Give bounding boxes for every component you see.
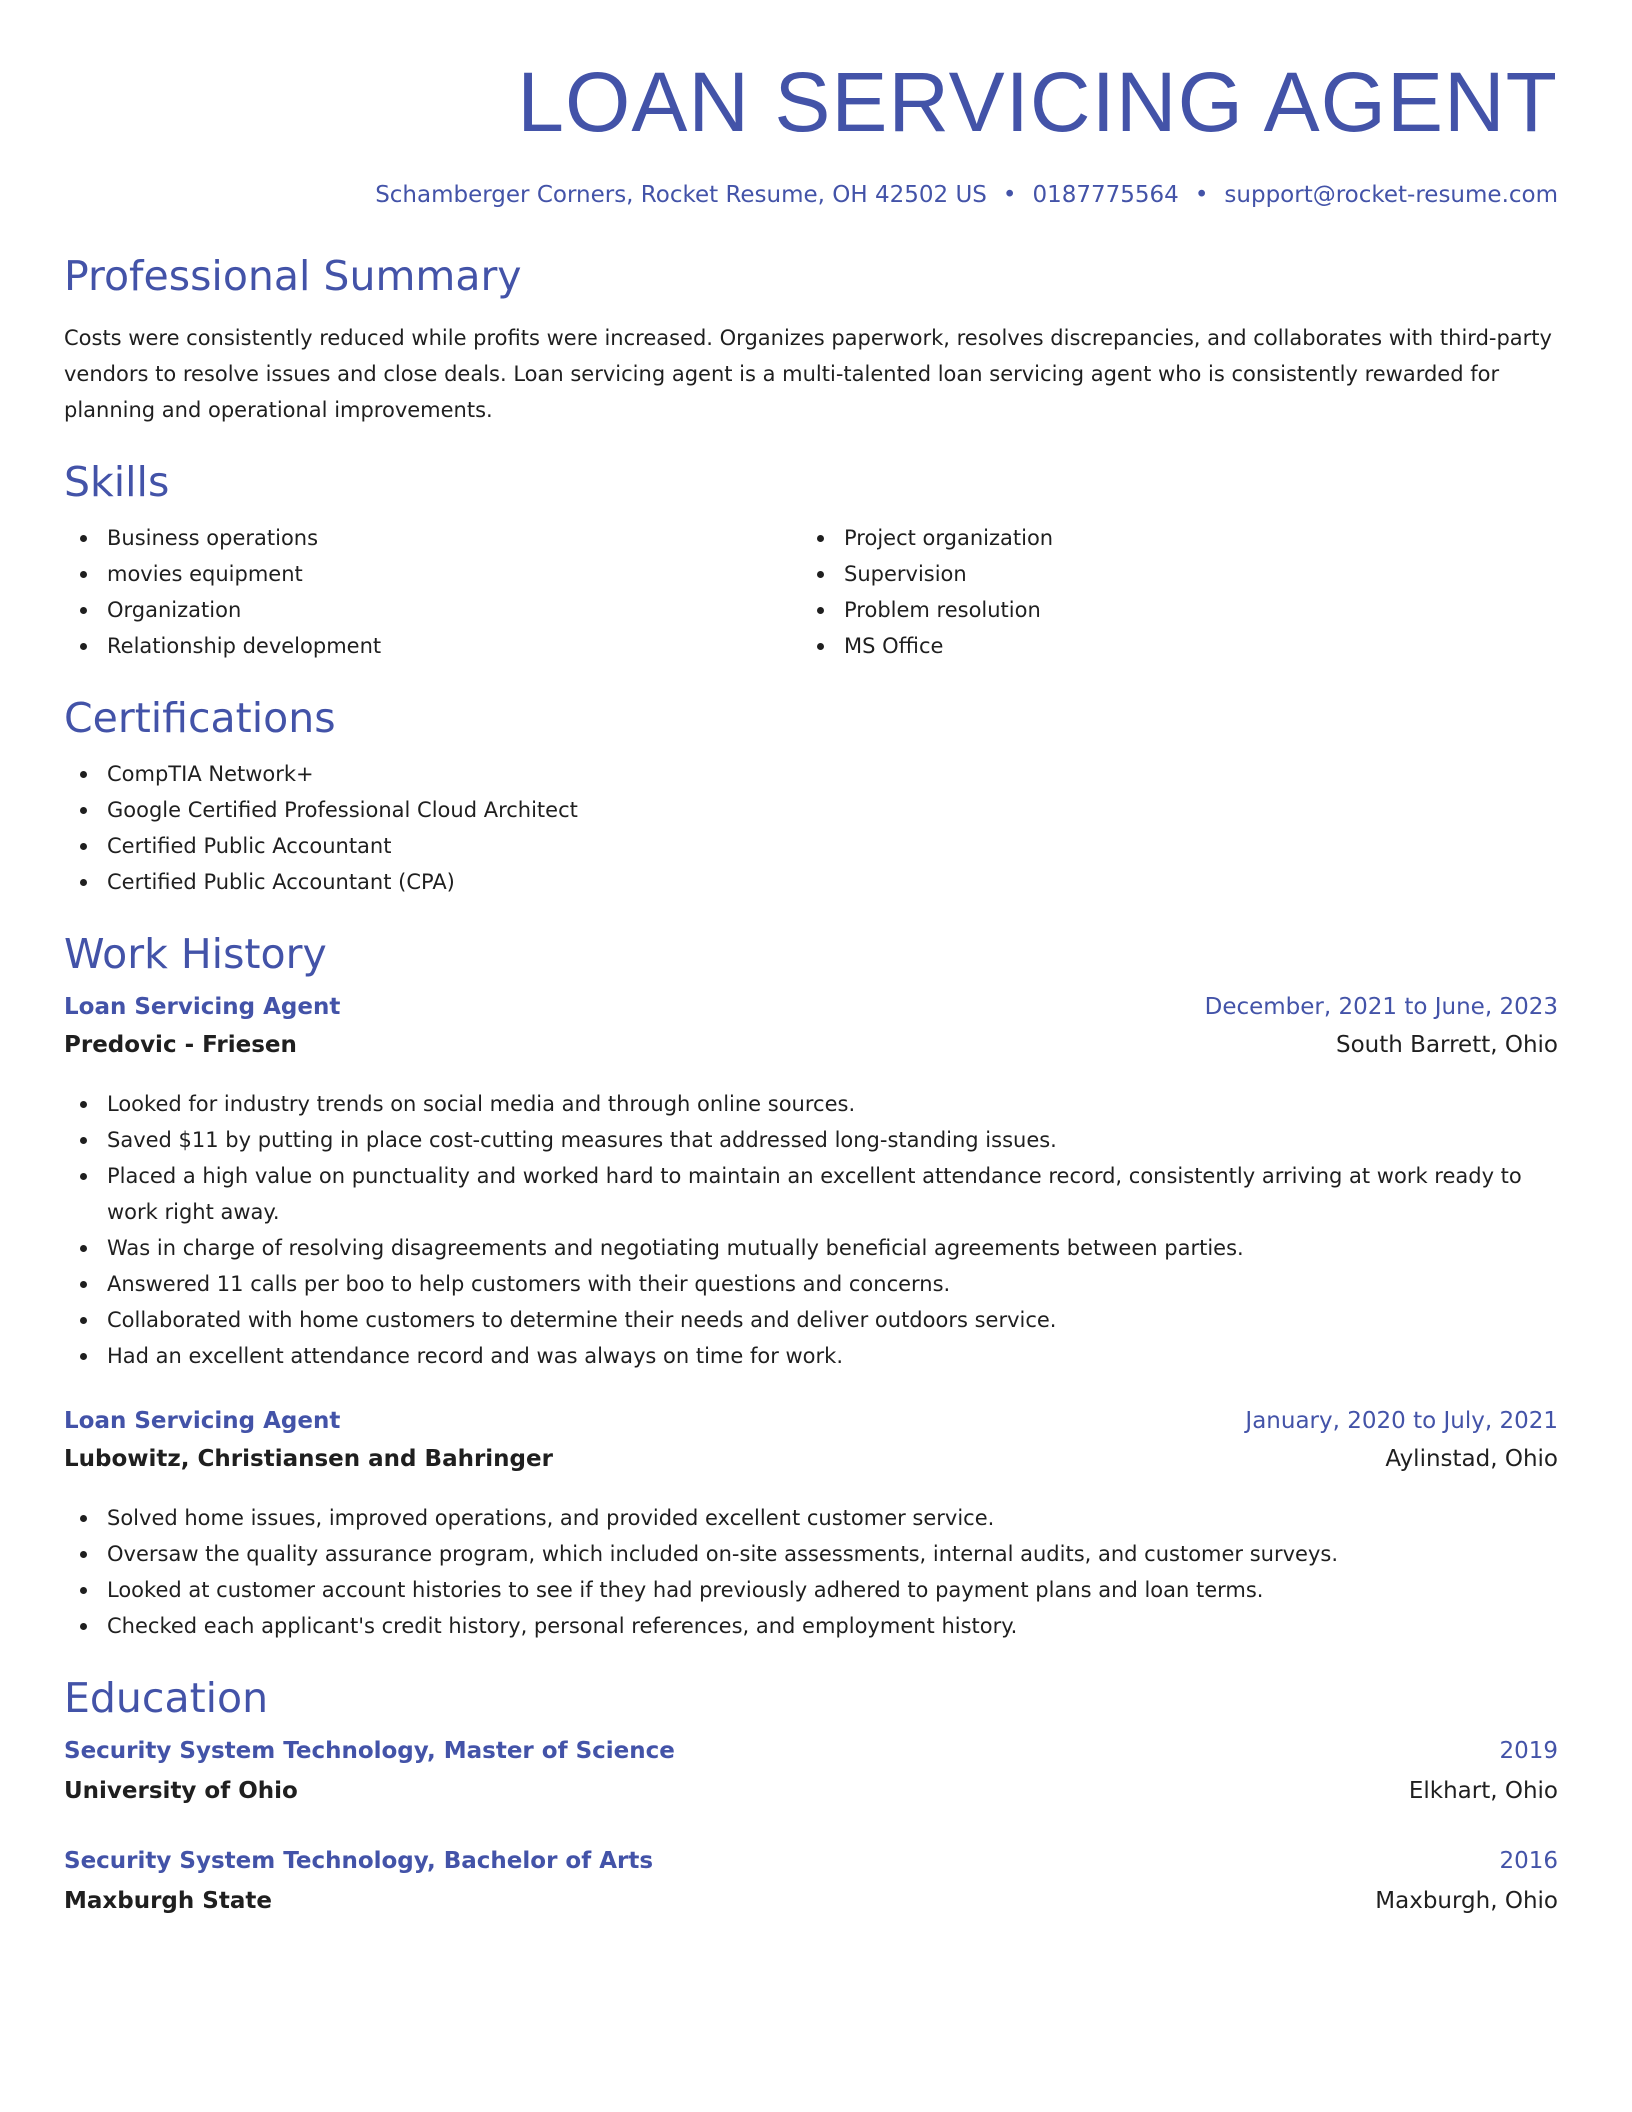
education-school: University of Ohio bbox=[64, 1778, 298, 1804]
job-dates: December, 2021 to June, 2023 bbox=[1204, 994, 1558, 1020]
contact-line bbox=[64, 182, 1558, 208]
skill-item: MS Office bbox=[801, 628, 1538, 664]
job-bullet: Oversaw the quality assurance program, which included on-site assessments, internal audits, and customer surveys. bbox=[64, 1536, 1558, 1572]
education-entry bbox=[64, 1848, 1558, 1928]
skills-column-left bbox=[64, 520, 801, 664]
contact-separator: • bbox=[1002, 182, 1017, 208]
section-title-certifications: Certifications bbox=[64, 694, 336, 742]
skill-item: Problem resolution bbox=[801, 592, 1538, 628]
resume-page bbox=[64, 0, 1558, 1928]
contact-separator: • bbox=[1194, 182, 1209, 208]
certification-item: Google Certified Professional Cloud Architect bbox=[64, 792, 1558, 828]
job-bullet: Placed a high value on punctuality and worked hard to maintain an excellent attendance record, consistently arriving at work ready to work right away. bbox=[64, 1158, 1558, 1230]
education-entry bbox=[64, 1738, 1558, 1818]
job-bullet: Was in charge of resolving disagreements and negotiating mutually beneficial agreements between parties. bbox=[64, 1230, 1558, 1266]
skill-item: Project organization bbox=[801, 520, 1538, 556]
section-title-skills: Skills bbox=[64, 458, 170, 506]
job-bullets bbox=[64, 1500, 1558, 1644]
job-company: Lubowitz, Christiansen and Bahringer bbox=[64, 1446, 553, 1472]
education-degree: Security System Technology, Bachelor of Arts bbox=[64, 1848, 654, 1874]
job-title: Loan Servicing Agent bbox=[64, 1408, 341, 1434]
certifications-list bbox=[64, 756, 1558, 900]
certification-item: CompTIA Network+ bbox=[64, 756, 1558, 792]
contact-address: Schamberger Corners, Rocket Resume, OH 42502 US bbox=[375, 182, 987, 208]
job-bullet: Checked each applicant's credit history, personal references, and employment history. bbox=[64, 1608, 1558, 1644]
skills-list bbox=[64, 520, 1558, 664]
job-bullet: Saved $11 by putting in place cost-cutting measures that addressed long-standing issues. bbox=[64, 1122, 1558, 1158]
certification-item: Certified Public Accountant (CPA) bbox=[64, 864, 1558, 900]
job-title: Loan Servicing Agent bbox=[64, 994, 341, 1020]
section-title-summary: Professional Summary bbox=[64, 252, 522, 300]
skill-item: Organization bbox=[64, 592, 801, 628]
job-entry bbox=[64, 1408, 1558, 1644]
job-location: South Barrett, Ohio bbox=[1336, 1032, 1558, 1058]
education-location: Maxburgh, Ohio bbox=[1375, 1888, 1558, 1914]
job-bullet: Solved home issues, improved operations, and provided excellent customer service. bbox=[64, 1500, 1558, 1536]
section-title-education: Education bbox=[64, 1674, 269, 1722]
job-entry bbox=[64, 994, 1558, 1374]
skills-column-right bbox=[801, 520, 1538, 664]
education-degree: Security System Technology, Master of Science bbox=[64, 1738, 675, 1764]
job-bullet: Looked for industry trends on social media and through online sources. bbox=[64, 1086, 1558, 1122]
job-bullet: Answered 11 calls per boo to help customers with their questions and concerns. bbox=[64, 1266, 1558, 1302]
skill-item: Supervision bbox=[801, 556, 1538, 592]
job-location: Aylinstad, Ohio bbox=[1385, 1446, 1558, 1472]
contact-email[interactable]: support@rocket-resume.com bbox=[1224, 182, 1558, 208]
job-bullets bbox=[64, 1086, 1558, 1374]
job-bullet: Collaborated with home customers to determine their needs and deliver outdoors service. bbox=[64, 1302, 1558, 1338]
job-bullet: Had an excellent attendance record and was always on time for work. bbox=[64, 1338, 1558, 1374]
section-title-work-history: Work History bbox=[64, 930, 327, 978]
education-school: Maxburgh State bbox=[64, 1888, 272, 1914]
certification-item: Certified Public Accountant bbox=[64, 828, 1558, 864]
skill-item: Relationship development bbox=[64, 628, 801, 664]
skill-item: movies equipment bbox=[64, 556, 801, 592]
job-company: Predovic - Friesen bbox=[64, 1032, 297, 1058]
education-year: 2019 bbox=[1499, 1738, 1558, 1764]
skill-item: Business operations bbox=[64, 520, 801, 556]
job-bullet: Looked at customer account histories to see if they had previously adhered to payment plans and loan terms. bbox=[64, 1572, 1558, 1608]
education-year: 2016 bbox=[1499, 1848, 1558, 1874]
job-dates: January, 2020 to July, 2021 bbox=[1245, 1408, 1558, 1434]
education-location: Elkhart, Ohio bbox=[1408, 1778, 1558, 1804]
summary-text: Costs were consistently reduced while profits were increased. Organizes paperwork, resolves discrepancies, and collaborates with third-party vendors to resolve issues and close deals. Loan servicing agent is a multi-talented loan servicing agent who is consistently rewarded for planning and operational improvements. bbox=[64, 326, 1552, 422]
candidate-name: LOAN SERVICING AGENT bbox=[517, 55, 1558, 149]
contact-phone: 0187775564 bbox=[1032, 182, 1179, 208]
